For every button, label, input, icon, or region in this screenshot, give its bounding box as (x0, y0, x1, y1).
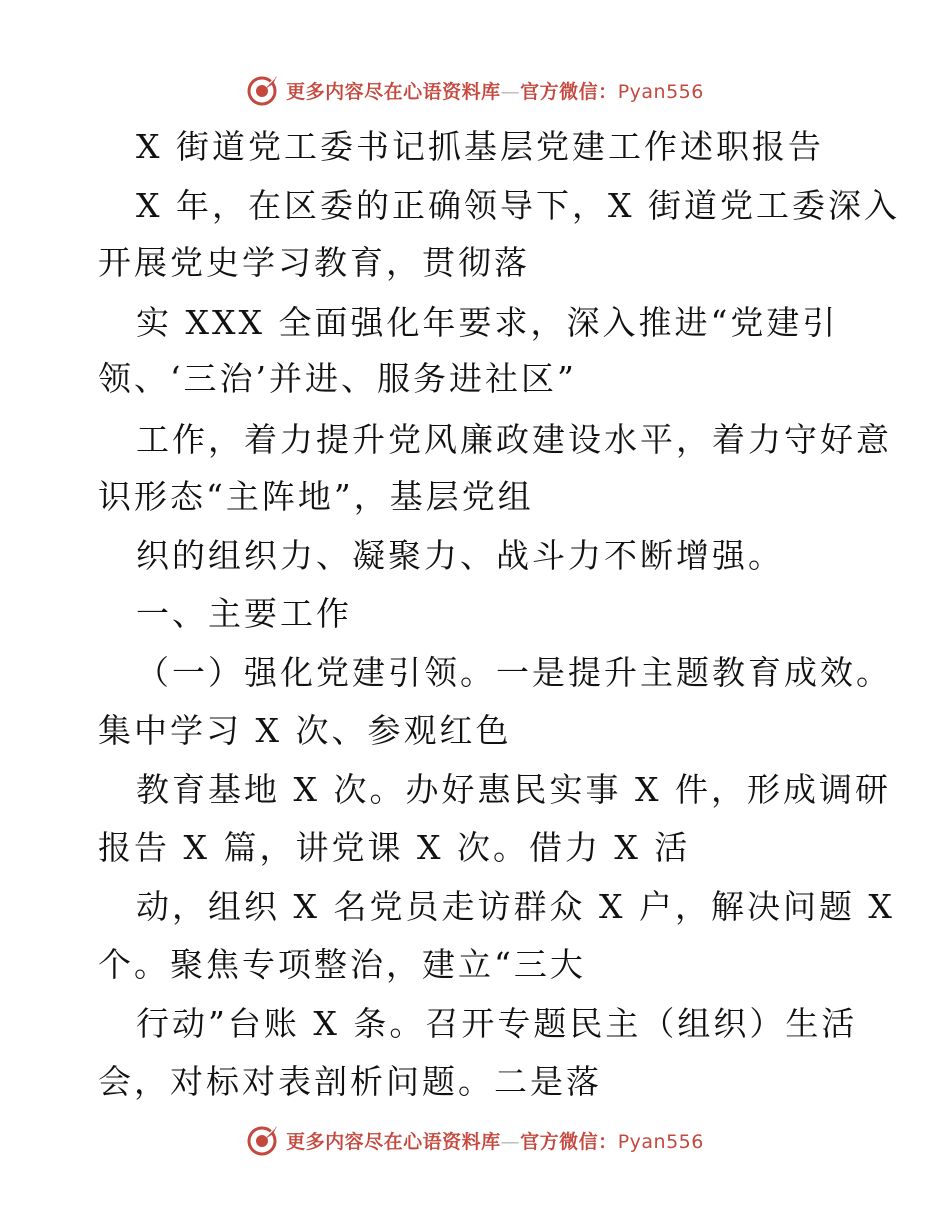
watermark-dash: — (500, 80, 521, 103)
watermark-text: 更多内容尽在心语资料库 (286, 1130, 501, 1153)
paragraph-line: 集中学习 X 次、参观红色 (98, 711, 512, 750)
paragraph-line: 教育基地 X 次。办好惠民实事 X 件，形成调研 (136, 770, 891, 809)
watermark-text: 更多内容尽在心语资料库 (286, 80, 501, 103)
watermark-wechat-label: 官方微信： (520, 80, 618, 103)
watermark-line (286, 1127, 704, 1154)
paragraph-line: 动，组织 X 名党员走访群众 X 户，解决问题 X (136, 887, 895, 926)
paragraph-line: 个。聚焦专项整治，建立“三大 (98, 945, 586, 984)
paragraph-line: 领、‘三治’并进、服务进社区” (98, 359, 577, 398)
paragraph-line: 工作，着力提升党风廉政建设水平，着力守好意 (136, 420, 892, 459)
document-title: X 街道党工委书记抓基层党建工作述职报告 (136, 127, 824, 166)
watermark-wechat-id: Pyan556 (617, 1130, 704, 1153)
watermark-wechat-label: 官方微信： (520, 1130, 618, 1153)
paragraph-line: 实 XXX 全面强化年要求，深入推进“党建引 (136, 303, 839, 342)
footer-watermark (0, 1120, 950, 1160)
paragraph-line: 行动”台账 X 条。召开专题民主（组织）生活 (136, 1004, 858, 1043)
paragraph-line: （一）强化党建引领。一是提升主题教育成效。 (136, 653, 892, 692)
paragraph-line: 织的组织力、凝聚力、战斗力不断增强。 (136, 536, 784, 575)
paragraph-line: X 年，在区委的正确领导下，X 街道党工委深入 (136, 186, 900, 225)
watermark-dash: — (500, 1130, 521, 1153)
paragraph-line: 开展党史学习教育，贯彻落 (98, 243, 530, 282)
paragraph-line: 会，对标对表剖析问题。二是落 (98, 1062, 602, 1101)
paragraph-line: 识形态“主阵地”，基层党组 (98, 477, 534, 516)
paragraph-line: 报告 X 篇，讲党课 X 次。借力 X 活 (98, 828, 691, 867)
watermark-wechat-id: Pyan556 (617, 80, 704, 103)
quill-logo-icon (246, 1123, 280, 1157)
section-heading: 一、主要工作 (136, 594, 352, 633)
